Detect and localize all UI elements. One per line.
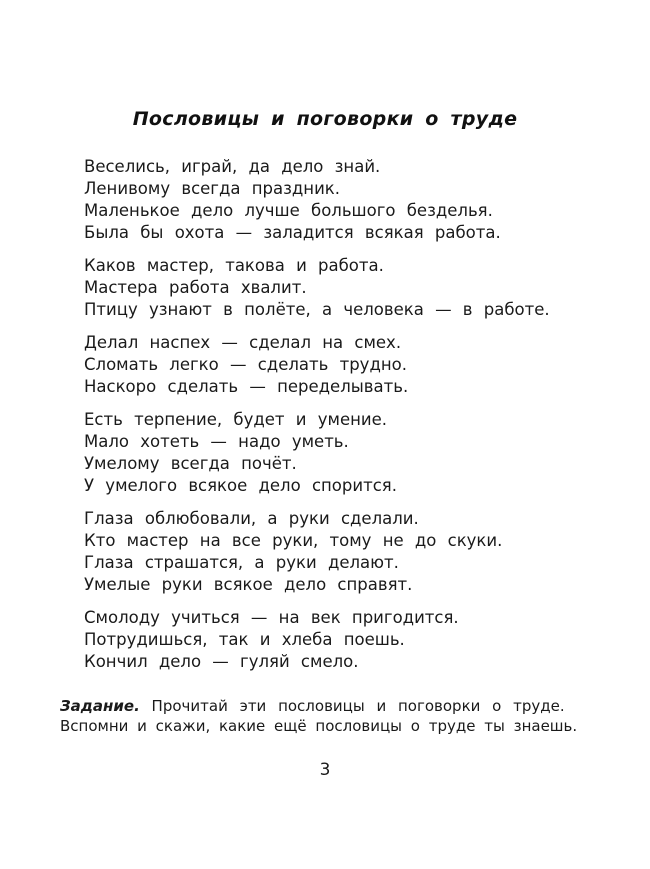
- task-label: Задание.: [60, 697, 140, 715]
- task-line-2: Вспомни и скажи, какие ещё пословицы о труде ты знаешь.: [60, 717, 578, 735]
- proverb-line: Смолоду учиться — на век пригодится.: [84, 608, 459, 627]
- proverb-line: Кончил дело — гуляй смело.: [84, 652, 359, 671]
- proverb-line: Мастера работа хвалит.: [84, 278, 307, 297]
- proverb-line: Маленькое дело лучше большого безделья.: [84, 201, 493, 220]
- proverb-line: Каков мастер, такова и работа.: [84, 256, 384, 275]
- task-text-1: Прочитай эти пословицы и поговорки о труде.: [151, 697, 565, 715]
- proverb-line: Глаза облюбовали, а руки сделали.: [84, 509, 419, 528]
- proverb-line: Была бы охота — заладится всякая работа.: [84, 223, 501, 242]
- stanza-3: [84, 332, 554, 398]
- proverb-line: Потрудишься, так и хлеба поешь.: [84, 630, 405, 649]
- proverb-line: Веселись, играй, да дело знай.: [84, 157, 381, 176]
- proverb-line: Делал наспех — сделал на смех.: [84, 333, 402, 352]
- proverb-line: Умелому всегда почёт.: [84, 454, 297, 473]
- proverb-line: Птицу узнают в полёте, а человека — в работе.: [84, 300, 550, 319]
- task-block: [60, 696, 578, 736]
- proverb-line: Кто мастер на все руки, тому не до скуки.: [84, 531, 503, 550]
- proverb-line: Мало хотеть — надо уметь.: [84, 432, 349, 451]
- proverb-line: Есть терпение, будет и умение.: [84, 410, 388, 429]
- task-line-1: [60, 696, 565, 716]
- stanza-5: [84, 508, 554, 596]
- stanza-1: [84, 156, 554, 244]
- proverb-line: Ленивому всегда праздник.: [84, 179, 341, 198]
- proverb-line: Глаза страшатся, а руки делают.: [84, 553, 399, 572]
- stanza-4: [84, 409, 554, 497]
- page-number: 3: [319, 760, 331, 780]
- stanza-6: [84, 607, 554, 673]
- proverb-line: Сломать легко — сделать трудно.: [84, 355, 407, 374]
- proverb-line: Наскоро сделать — переделывать.: [84, 377, 409, 396]
- stanza-2: [84, 255, 554, 321]
- page-title: Пословицы и поговорки о труде: [132, 108, 518, 130]
- proverbs-list: [84, 156, 554, 684]
- proverb-line: У умелого всякое дело спорится.: [84, 476, 397, 495]
- proverb-line: Умелые руки всякое дело справят.: [84, 575, 413, 594]
